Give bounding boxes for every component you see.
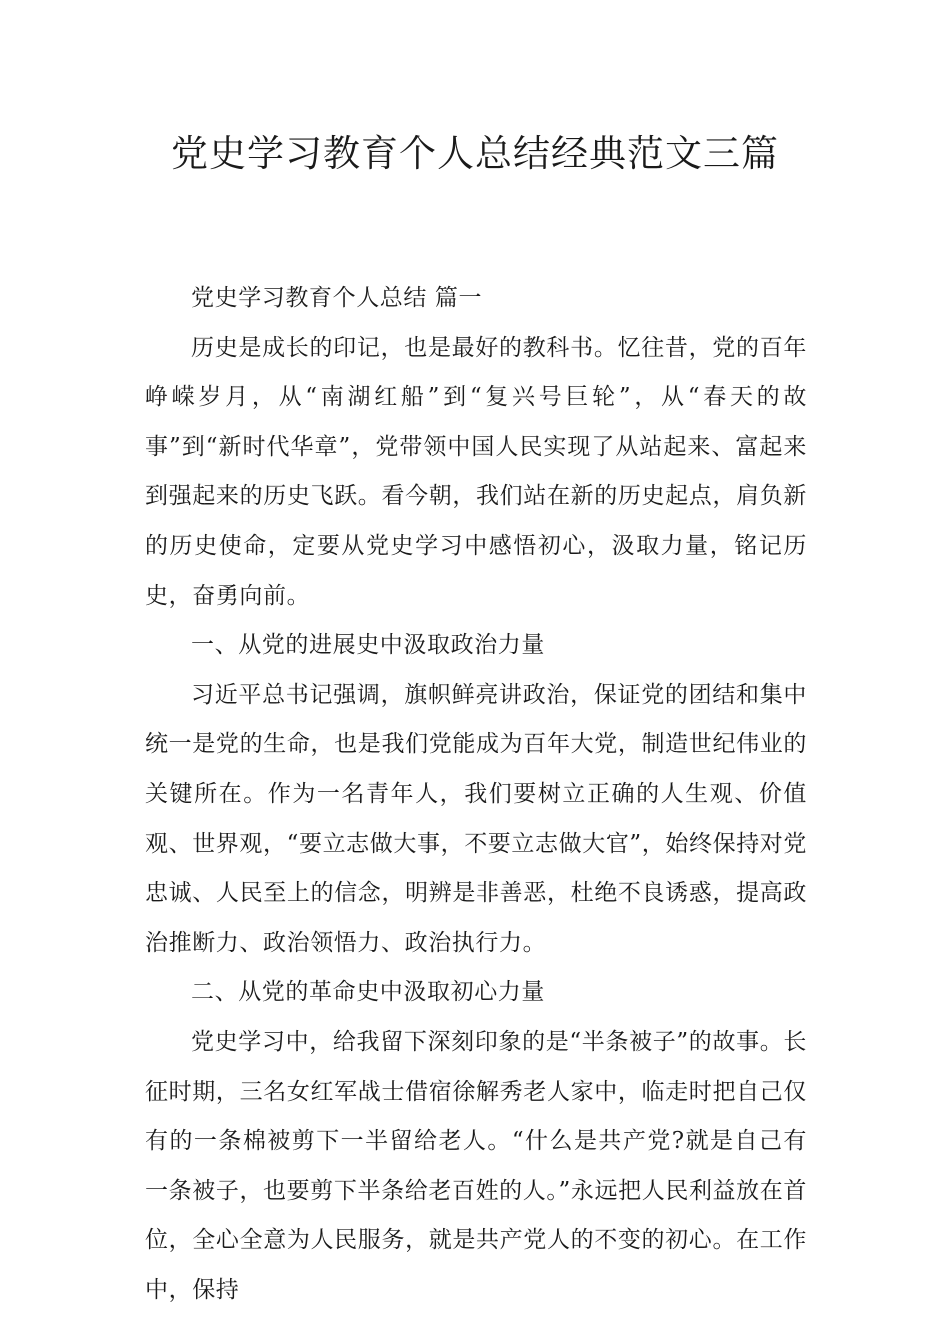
paragraph-1: 历史是成长的印记，也是最好的教科书。忆往昔，党的百年峥嵘岁月，从“南湖红船”到“复兴号巨轮”，从“春天的故事”到“新时代华章”，党带领中国人民实现了从站起来、富起来到强起来的历史飞跃。看今朝，我们站在新的历史起点，肩负新的历史使命，定要从党史学习中感悟初心，汲取力量，铭记历史，奋勇向前。 <box>145 334 807 609</box>
document-title: 党史学习教育个人总结经典范文三篇 <box>171 132 779 175</box>
section-heading-1: 党史学习教育个人总结 篇一 <box>191 285 483 311</box>
section-heading-2: 一、从党的进展史中汲取政治力量 <box>191 632 545 659</box>
paragraph-2: 习近平总书记强调，旗帜鲜亮讲政治，保证党的团结和集中统一是党的生命，也是我们党能成为百年大党，制造世纪伟业的关键所在。作为一名青年人，我们要树立正确的人生观、价值观、世界观，“要立志做大事，不要立志做大官”，始终保持对党忠诚、人民至上的信念，明辨是非善恶，杜绝不良诱惑，提高政治推断力、政治领悟力、政治执行力。 <box>145 681 807 956</box>
section-heading-3: 二、从党的革命史中汲取初心力量 <box>191 979 545 1006</box>
document-body <box>145 274 807 1315</box>
paragraph-3: 党史学习中，给我留下深刻印象的是“半条被子”的故事。长征时期，三名女红军战士借宿徐解秀老人家中，临走时把自己仅有的一条棉被剪下一半留给老人。“什么是共产党?就是自己有一条被子，也要剪下半条给老百姓的人。”永远把人民利益放在首位，全心全意为人民服务，就是共产党人的不变的初心。在工作中，保持 <box>145 1028 807 1303</box>
